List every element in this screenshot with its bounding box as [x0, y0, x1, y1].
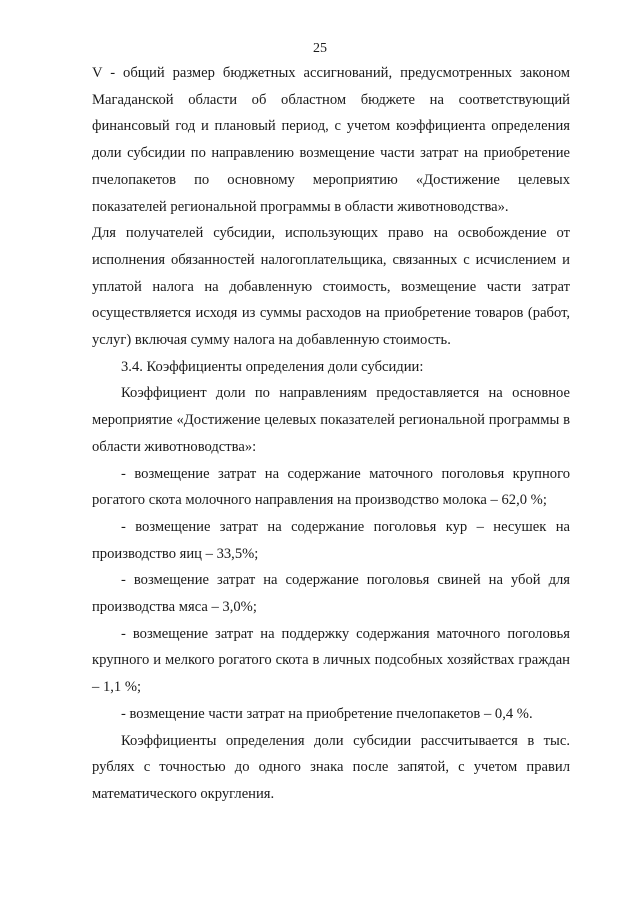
body-text — [92, 60, 570, 808]
paragraph-vat-exemption: Для получателей субсидии, использующих право на освобождение от исполнения обязанностей налогоплательщика, связанных с исчислением и уплатой налога на добавленную стоимость, возмещение части затрат осуществляется исходя из суммы расходов на приобретение товаров (работ, услуг) включая сумму налога на добавленную стоимость. — [92, 225, 570, 349]
section-heading-3-4: 3.4. Коэффициенты определения доли субсидии: — [121, 358, 424, 375]
list-item-pork: - возмещение затрат на содержание поголовья свиней на убой для производства мяса – 3,0%; — [92, 572, 570, 616]
list-item-milk: - возмещение затрат на содержание маточного поголовья крупного рогатого скота молочного направления на производство молока – 62,0 %; — [92, 465, 570, 509]
paragraph-rounding-rule: Коэффициенты определения доли субсидии рассчитывается в тыс. рублях с точностью до одного знака после запятой, с учетом правил математического округления. — [92, 732, 570, 802]
paragraph-coefficient-intro: Коэффициент доли по направлениям предоставляется на основное мероприятие «Достижение целевых показателей региональной программы в области животноводства»: — [92, 385, 570, 455]
page-number: 25 — [313, 41, 327, 56]
list-item-household-cattle: - возмещение затрат на поддержку содержания маточного поголовья крупного и мелкого рогатого скота в личных подсобных хозяйствах граждан – 1,1 %; — [92, 625, 570, 696]
paragraph-budget-definition: V - общий размер бюджетных ассигнований, предусмотренных законом Магаданской области об областном бюджете на соответствующий финансовый год и плановый период, с учетом коэффициента определения доли субсидии по направлению возмещение части затрат на приобретение пчелопакетов по основному мероприятию «Достижение целевых показателей региональной программы в области животноводства». — [92, 65, 570, 215]
list-item-bee-packages: - возмещение части затрат на приобретение пчелопакетов – 0,4 %. — [121, 705, 533, 722]
list-item-eggs: - возмещение затрат на содержание поголовья кур – несушек на производство яиц – 33,5%; — [92, 518, 570, 562]
